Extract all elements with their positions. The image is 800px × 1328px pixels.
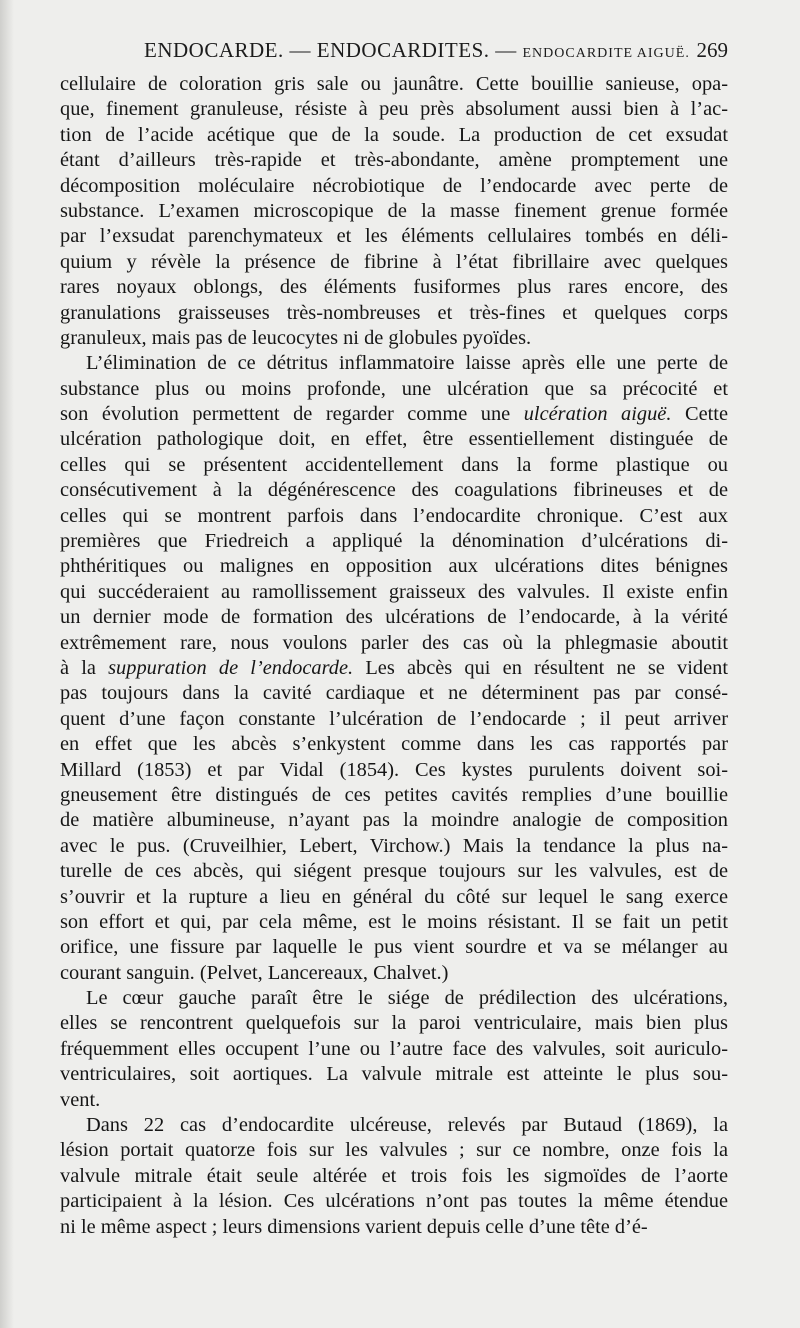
text-line: un dernier mode de formation des ulcérations de l’endocarde, à la vérité — [60, 606, 728, 629]
text-line: pas toujours dans la cavité cardiaque et ne déterminent pas par consé- — [60, 682, 728, 705]
text-line — [60, 656, 728, 681]
text-line: granuleux, mais pas de leucocytes ni de globules pyoïdes. — [60, 326, 532, 349]
paragraph — [60, 986, 728, 1113]
text-line: participaient à la lésion. Ces ulcérations n’ont pas toutes la même étendue — [60, 1190, 728, 1213]
text-line: courant sanguin. (Pelvet, Lancereaux, Chalvet.) — [60, 961, 449, 984]
text-line: valvule mitrale était seule altérée et trois fois les sigmoïdes de l’aorte — [60, 1164, 728, 1187]
text-run: Cette — [671, 403, 728, 426]
text-line: celles qui se présentent accidentellement dans la forme plastique ou — [60, 453, 728, 476]
text-line: Millard (1853) et par Vidal (1854). Ces kystes purulents doivent soi- — [60, 758, 728, 781]
paragraph — [60, 72, 728, 351]
body-text — [60, 72, 728, 1240]
text-run: Les abcès qui en résultent ne se vident — [353, 656, 728, 679]
running-title — [144, 38, 690, 63]
gutter-shadow — [0, 0, 14, 1328]
paragraph — [60, 1113, 728, 1240]
text-line: orifice, une fissure par laquelle le pus vient sourdre et va se mélanger au — [60, 936, 728, 959]
text-line: gneusement être distingués de ces petites cavités remplies d’une bouillie — [60, 783, 728, 806]
text-line: turelle de ces abcès, qui siégent presque toujours sur les valvules, est de — [60, 860, 728, 883]
text-run: son évolution permettent de regarder comme une — [60, 403, 524, 426]
text-line: quium y révèle la présence de fibrine à l’état fibrillaire avec quelques — [60, 250, 728, 273]
italic-term: ulcération aiguë. — [523, 403, 672, 426]
text-line: cellulaire de coloration gris sale ou jaunâtre. Cette bouillie sanieuse, opa- — [60, 73, 728, 95]
text-line: phthéritiques ou malignes en opposition aux ulcérations dites bénignes — [60, 555, 728, 578]
text-line: avec le pus. (Cruveilhier, Lebert, Virchow.) Mais la tendance la plus na- — [60, 834, 728, 857]
text-line: quent d’une façon constante l’ulcération de l’endocarde ; il peut arriver — [60, 707, 728, 730]
text-line: s’ouvrir et la rupture a lieu en général du côté sur lequel le sang exerce — [60, 885, 728, 908]
text-line: substance plus ou moins profonde, une ulcération que sa précocité et — [60, 377, 728, 400]
text-line: granulations graisseuses très-nombreuses et très-fines et quelques corps — [60, 301, 728, 324]
page-number: 269 — [696, 38, 728, 62]
text-line: premières que Friedreich a appliqué la dénomination d’ulcérations di- — [60, 530, 728, 553]
text-line: tion de l’acide acétique que de la soude. La production de cet exsudat — [60, 123, 728, 146]
text-line: rares noyaux oblongs, des éléments fusiformes plus rares encore, des — [60, 276, 728, 299]
paragraph — [60, 351, 728, 986]
text-line: vent. — [60, 1088, 101, 1111]
text-line: ni le même aspect ; leurs dimensions varient depuis celle d’une tête d’é- — [60, 1215, 648, 1238]
text-line: Dans 22 cas d’endocardite ulcéreuse, relevés par Butaud (1869), la — [86, 1114, 728, 1137]
text-line: Le cœur gauche paraît être le siége de prédilection des ulcérations, — [86, 987, 728, 1010]
text-line: elles se rencontrent quelquefois sur la paroi ventriculaire, mais bien plus — [60, 1012, 728, 1035]
text-line: par l’exsudat parenchymateux et les éléments cellulaires tombés en déli- — [60, 225, 728, 248]
text-line: de matière albumineuse, n’ayant pas la moindre analogie de composition — [60, 809, 728, 832]
text-line: qui succéderaient au ramollissement graisseux des valvules. Il existe enfin — [60, 580, 728, 603]
text-run: à la — [60, 656, 109, 679]
running-title-small: ENDOCARDITE AIGUË. — [522, 46, 690, 61]
italic-term: suppuration de l’endocarde. — [108, 656, 354, 679]
text-line: consécutivement à la dégénérescence des coagulations fibrineuses et de — [60, 479, 728, 502]
text-line: en effet que les abcès s’enkystent comme dans les cas rapportés par — [60, 733, 728, 756]
text-line: extrêmement rare, nous voulons parler des cas où la phlegmasie aboutit — [60, 631, 728, 654]
text-line: décomposition moléculaire nécrobiotique de l’endocarde avec perte de — [60, 174, 728, 197]
text-line: fréquemment elles occupent l’une ou l’autre face des valvules, soit auriculo- — [60, 1037, 728, 1060]
text-line: ventriculaires, soit aortiques. La valvule mitrale est atteinte le plus sou- — [60, 1063, 728, 1086]
running-title-main: ENDOCARDE. — ENDOCARDITES. — — [144, 38, 517, 62]
text-line: ulcération pathologique doit, en effet, être essentiellement distinguée de — [60, 428, 728, 451]
text-line — [60, 402, 728, 427]
text-line: son effort et qui, par cela même, est le moins résistant. Il se fait un petit — [60, 910, 728, 933]
text-line: étant d’ailleurs très-rapide et très-abondante, amène promptement une — [60, 149, 728, 172]
text-line: celles qui se montrent parfois dans l’endocardite chronique. C’est aux — [60, 504, 728, 527]
text-line: substance. L’examen microscopique de la masse finement grenue formée — [60, 199, 728, 222]
running-head — [60, 38, 728, 72]
text-line: lésion portait quatorze fois sur les valvules ; sur ce nombre, onze fois la — [60, 1139, 728, 1162]
text-line: L’élimination de ce détritus inflammatoire laisse après elle une perte de — [86, 352, 728, 375]
text-line: que, finement granuleuse, résiste à peu près absolument aussi bien à l’ac- — [60, 98, 728, 121]
